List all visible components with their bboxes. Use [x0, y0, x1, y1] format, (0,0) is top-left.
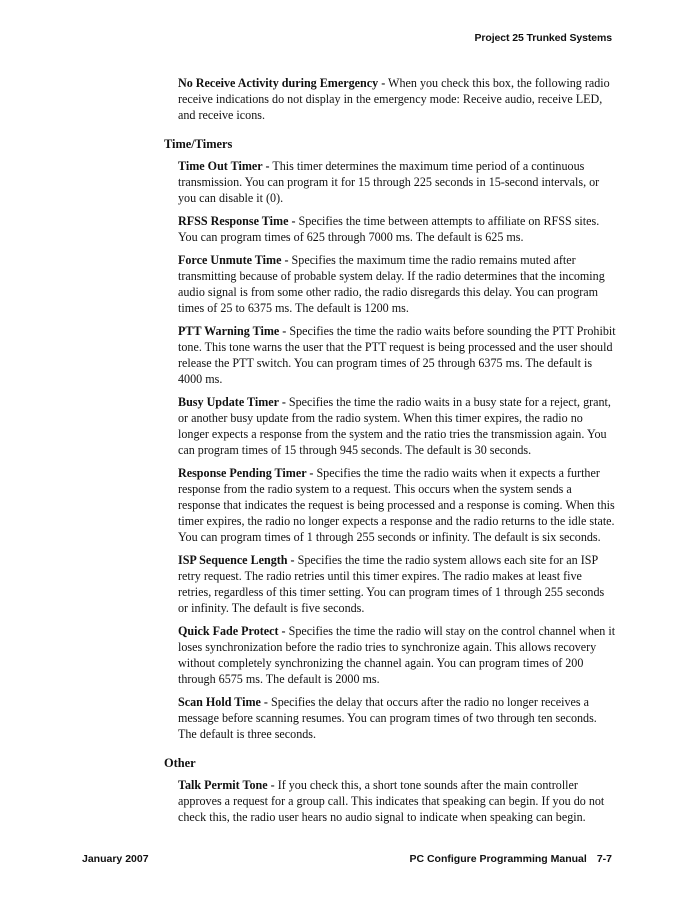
running-header: Project 25 Trunked Systems [474, 32, 612, 44]
entry-text: Specifies the time the radio waits before sounding the PTT Prohibit tone. This tone warns the user that the PTT request is being processed and the user should release the PTT switch. You can program times of 25 through 6375 ms. The default is 4000 ms. [178, 324, 616, 386]
entry-term: Busy Update Timer - [178, 395, 286, 409]
entry-term: PTT Warning Time - [178, 324, 287, 338]
entry-text: If you check this, a short tone sounds after the main controller approves a request for a group call. This indicates that speaking can begin. If you do not check this, the radio user hears no audio signal to indicate when speaking can begin. [178, 778, 605, 824]
definition-entry [178, 465, 616, 545]
entry-term: No Receive Activity during Emergency - [178, 76, 386, 90]
entry-term: Talk Permit Tone - [178, 778, 275, 792]
entry-term: Time Out Timer - [178, 159, 270, 173]
definition-entry [178, 75, 616, 123]
definition-entry [178, 694, 616, 742]
entry-text: Specifies the time the radio system allows each site for an ISP retry request. The radio retries until this timer expires. The radio makes at least five retries, regardless of this timer setting. You can program times of 1 through 255 seconds or infinity. The default is five seconds. [178, 553, 605, 615]
page-body [164, 75, 616, 832]
entry-text: This timer determines the maximum time period of a continuous transmission. You can program it for 15 through 225 seconds in 15-second intervals, or you can disable it (0). [178, 159, 600, 205]
definition-entry [178, 213, 616, 245]
definition-entry [178, 252, 616, 316]
entry-term: ISP Sequence Length - [178, 553, 295, 567]
definition-entry [178, 158, 616, 206]
entry-term: RFSS Response Time - [178, 214, 296, 228]
entry-term: Scan Hold Time - [178, 695, 268, 709]
definition-entry [178, 323, 616, 387]
definition-entry [178, 394, 616, 458]
entry-term: Quick Fade Protect - [178, 624, 286, 638]
definition-entry [178, 623, 616, 687]
entry-term: Force Unmute Time - [178, 253, 289, 267]
entry-text: When you check this box, the following radio receive indications do not display in the emergency mode: Receive audio, receive LED, and receive icons. [178, 76, 610, 122]
entry-text: Specifies the maximum time the radio remains muted after transmitting because of probable system delay. If the radio determines that the incoming audio signal is from some other radio, the radio disregards this delay. You can program times of 25 to 6375 ms. The default is 1200 ms. [178, 253, 605, 315]
entry-term: Response Pending Timer - [178, 466, 314, 480]
entry-text: Specifies the delay that occurs after the radio no longer receives a message before scanning resumes. You can program times of two through ten seconds. The default is three seconds. [178, 695, 597, 741]
definition-entry [178, 777, 616, 825]
entry-text: Specifies the time the radio waits when it expects a further response from the radio system to a request. This occurs when the system sends a response that indicates the request is being processed and a response is coming. When this timer expires, the radio no longer expects a response and the radio returns to the idle state. You can program times of 1 through 255 seconds or infinity. The default is six seconds. [178, 466, 615, 544]
section-heading-other: Other [164, 756, 196, 770]
footer-manual-title: PC Configure Programming Manual [409, 853, 587, 865]
footer-date: January 2007 [82, 853, 149, 865]
entry-text: Specifies the time the radio will stay on the control channel when it loses synchronization before the radio tries to synchronize again. This allows recovery without completely synchronizing the channel again. You can program times of 200 through 6575 ms. The default is 2000 ms. [178, 624, 616, 686]
entry-text: Specifies the time the radio waits in a busy state for a reject, grant, or another busy update from the radio system. When this timer expires, the radio no longer expects a response from the system and the ratio tries the transmission again. You can program times of 15 through 945 seconds. The default is 30 seconds. [178, 395, 611, 457]
footer-manual [409, 853, 612, 865]
section-heading-time-timers: Time/Timers [164, 137, 233, 151]
entry-text: Specifies the time between attempts to affiliate on RFSS sites. You can program times of 625 through 7000 ms. The default is 625 ms. [178, 214, 600, 244]
definition-entry [178, 552, 616, 616]
page-number: 7-7 [596, 853, 612, 865]
